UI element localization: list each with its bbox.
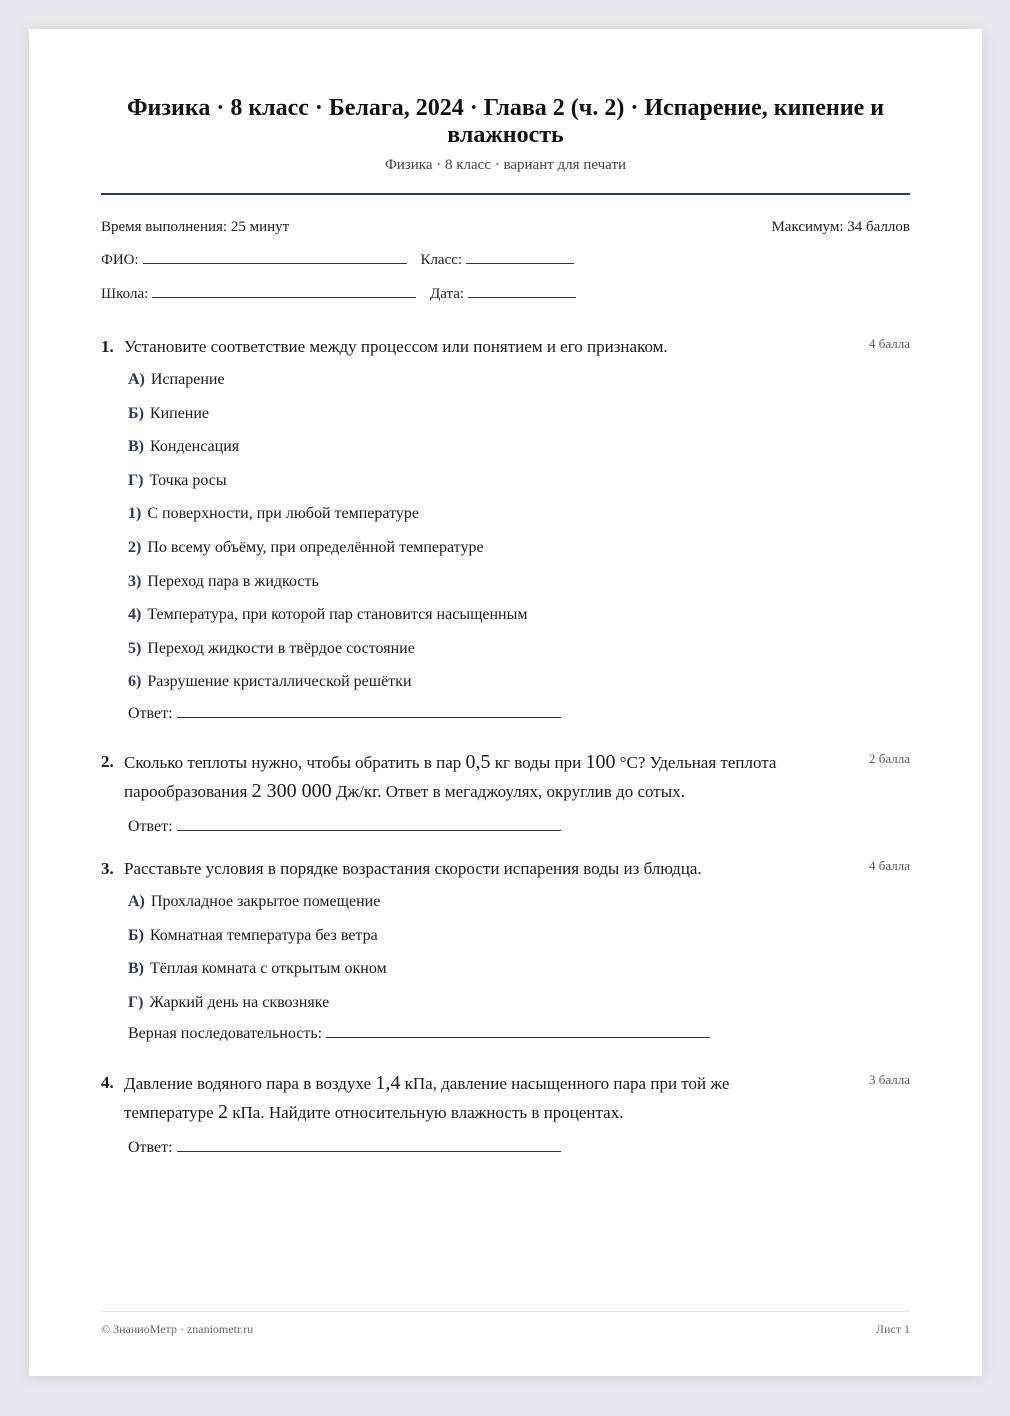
answer-label: Верная последовательность: — [128, 1025, 323, 1043]
option-item — [128, 397, 910, 431]
option-key: В) — [128, 960, 144, 978]
option-text: По всему объёму, при определённой температуре — [147, 538, 484, 556]
footer-copyright: © ЗнаниоМетр · znaniometr.ru — [101, 1322, 254, 1336]
specific-heat-value: 2 300 000 — [251, 780, 332, 802]
question-3-header — [101, 855, 910, 883]
option-item — [128, 885, 910, 919]
question-points: 3 балла — [869, 1072, 910, 1087]
option-item — [128, 598, 910, 632]
question-number: 2. — [101, 752, 114, 771]
option-text: Комнатная температура без ветра — [149, 926, 378, 944]
answer-row — [128, 1133, 910, 1163]
question-3 — [101, 855, 910, 1049]
option-list — [101, 885, 910, 1019]
option-key: Г) — [128, 993, 144, 1011]
option-text: Конденсация — [150, 438, 240, 456]
question-number: 1. — [101, 337, 114, 356]
question-2 — [101, 748, 910, 842]
option-key: 4) — [128, 606, 142, 624]
option-text: С поверхности, при любой температуре — [147, 505, 419, 523]
fio-field[interactable] — [143, 262, 407, 264]
answer-row — [128, 699, 910, 729]
option-item — [128, 531, 910, 565]
question-4 — [101, 1069, 910, 1163]
option-key: 3) — [128, 572, 142, 590]
option-text: Жаркий день на сквозняке — [149, 993, 330, 1011]
meta-school-row — [101, 286, 910, 303]
page-content — [101, 29, 910, 1376]
page-title: Физика · 8 класс · Белага, 2024 · Глава 2 (ч. 2) · Испарение, кипение и влажность — [126, 95, 885, 148]
option-key: 5) — [128, 639, 142, 657]
question-1 — [101, 333, 910, 729]
option-list — [101, 363, 910, 699]
vapor-pressure-value: 1,4 — [375, 1072, 401, 1094]
question-text — [124, 748, 820, 806]
header-divider — [101, 193, 910, 195]
text-part: °C? Удельная теплота парообразования — [124, 753, 777, 801]
option-key: А) — [128, 893, 145, 910]
class-label: Класс: — [420, 252, 463, 268]
answer-row — [128, 1019, 910, 1049]
option-text: Переход жидкости в твёрдое состояние — [147, 639, 415, 657]
question-points: 2 балла — [869, 751, 910, 766]
question-points: 4 балла — [869, 336, 910, 351]
answer-label: Ответ: — [128, 704, 173, 722]
question-points: 4 балла — [869, 858, 910, 873]
text-part: Дж/кг. Ответ в мегаджоулях, округлив до сотых. — [331, 782, 685, 801]
school-label: Школа: — [101, 286, 149, 302]
question-number: 4. — [101, 1073, 114, 1092]
footer-divider — [101, 1311, 910, 1312]
class-field[interactable] — [466, 262, 574, 264]
date-field[interactable] — [468, 296, 576, 298]
fio-label: ФИО: — [101, 252, 139, 268]
temperature-value: 100 — [585, 751, 616, 773]
question-text: Установите соответствие между процессом или понятием и его признаком. — [124, 337, 668, 356]
text-part: кПа. Найдите относительную влажность в процентах. — [227, 1103, 624, 1122]
sequence-field[interactable] — [326, 1036, 710, 1038]
question-text: Расставьте условия в порядке возрастания скорости испарения воды из блюдца. — [124, 859, 702, 878]
max-score: Максимум: 34 баллов — [771, 219, 910, 235]
option-key: Б) — [128, 404, 144, 422]
text-part: Давление водяного пара в воздухе — [124, 1074, 376, 1093]
question-text — [124, 1069, 820, 1127]
question-2-header — [101, 748, 910, 806]
time-limit: Время выполнения: 25 минут — [101, 219, 290, 235]
page-footer — [101, 1322, 910, 1337]
text-part: Сколько теплоты нужно, чтобы обратить в пар — [124, 753, 466, 772]
option-text: Испарение — [150, 371, 225, 388]
option-text: Температура, при которой пар становится насыщенным — [147, 606, 528, 624]
option-item — [128, 565, 910, 599]
option-key: 6) — [128, 673, 142, 691]
option-item — [128, 497, 910, 531]
question-1-header — [101, 333, 910, 361]
option-item — [128, 363, 910, 397]
option-key: В) — [128, 438, 144, 456]
option-key: Г) — [128, 471, 144, 489]
answer-row — [128, 812, 910, 842]
question-4-header — [101, 1069, 910, 1127]
page-number: Лист 1 — [875, 1322, 910, 1336]
page-subtitle: Физика · 8 класс · вариант для печати — [384, 157, 627, 173]
option-item — [128, 464, 910, 498]
mass-value: 0,5 — [465, 751, 491, 773]
option-text: Тёплая комната с открытым окном — [150, 960, 387, 978]
meta-time-row — [101, 219, 910, 236]
option-item — [128, 632, 910, 666]
answer-field[interactable] — [177, 716, 561, 718]
option-text: Точка росы — [149, 471, 227, 489]
option-key: 2) — [128, 538, 142, 556]
option-key: Б) — [128, 926, 144, 944]
option-text: Переход пара в жидкость — [147, 572, 319, 590]
option-key: А) — [128, 371, 145, 388]
question-number: 3. — [101, 859, 114, 878]
option-item — [128, 430, 910, 464]
option-text: Разрушение кристаллической решётки — [147, 673, 412, 691]
text-part: кг воды при — [490, 753, 586, 772]
option-item — [128, 919, 910, 953]
answer-label: Ответ: — [128, 1139, 173, 1156]
answer-label: Ответ: — [128, 818, 173, 835]
option-text: Прохладное закрытое помещение — [150, 893, 381, 910]
school-field[interactable] — [152, 296, 416, 298]
option-item — [128, 952, 910, 986]
worksheet-page — [29, 29, 982, 1376]
date-label: Дата: — [430, 286, 465, 302]
option-item — [128, 986, 910, 1020]
saturated-pressure-value: 2 — [217, 1101, 228, 1123]
answer-field[interactable] — [177, 1150, 561, 1152]
text-part: кПа, давление насыщенного пара при той же температуре — [124, 1074, 730, 1122]
option-item — [128, 665, 910, 699]
option-text: Кипение — [149, 404, 210, 422]
meta-fio-row — [101, 252, 910, 269]
option-key: 1) — [128, 505, 142, 523]
answer-field[interactable] — [177, 829, 561, 831]
